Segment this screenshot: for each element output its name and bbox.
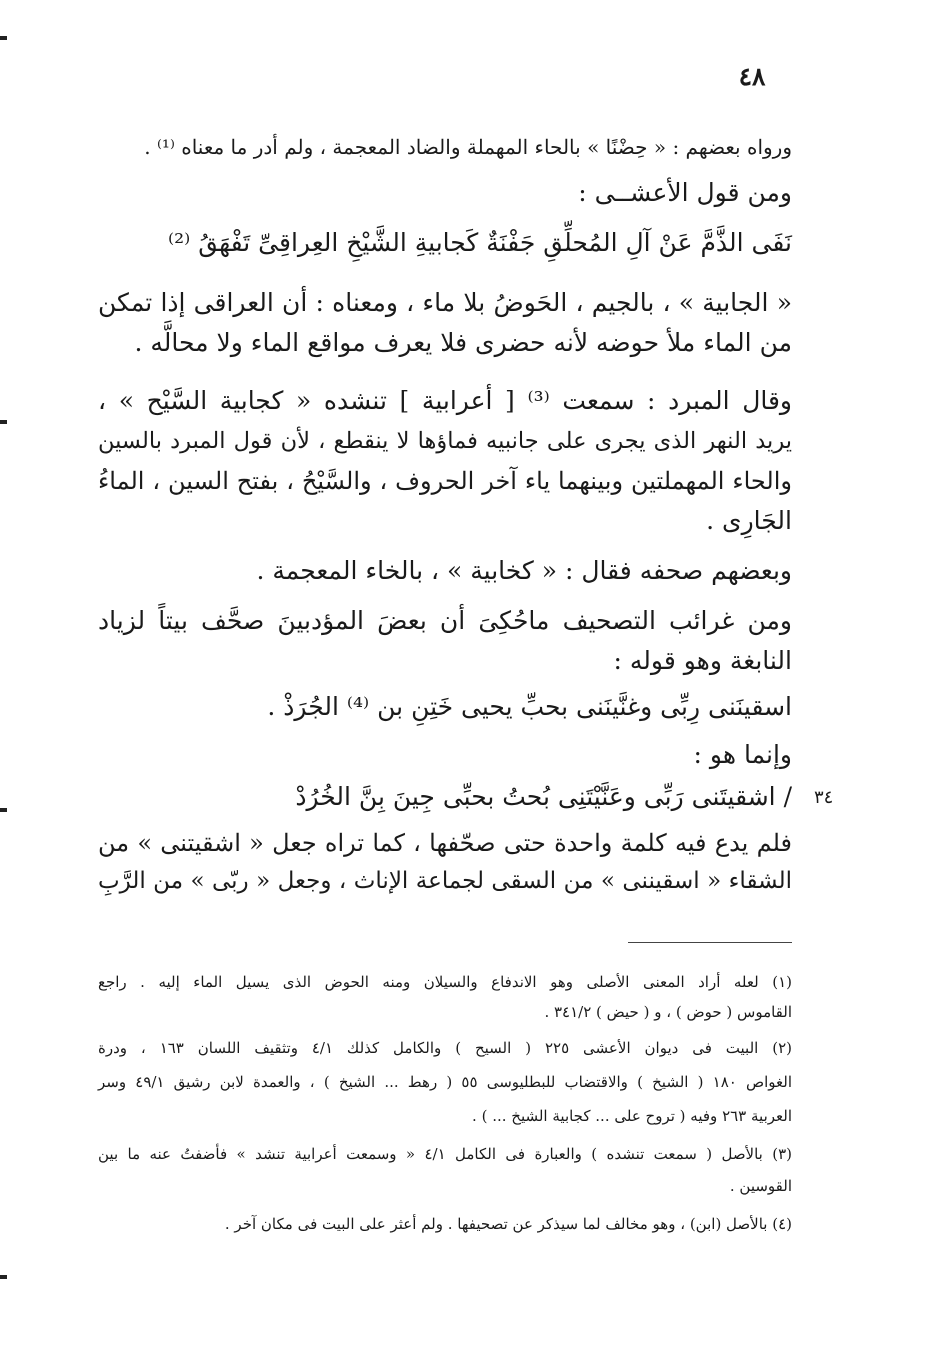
verse-line: اسقينَنى رِبِّى وغنَّينَنى بحبِّ يحيى خَتِنِ بن ⁽⁴⁾ الجُرَذْ . — [267, 692, 792, 721]
scan-edge-mark — [0, 1275, 7, 1279]
footnote-divider — [628, 942, 792, 943]
margin-reference-number: ٣٤ — [814, 787, 834, 808]
verse-line: نَفَى الذَّمَّ عَنْ آلِ المُحلِّقِ جَفْنَةٌ كَجابيةِ الشَّيْخِ العِراقِىِّ تَفْهَقُ ⁽²⁾ — [167, 228, 792, 257]
footnote-line: القوسين . — [729, 1177, 792, 1195]
text-line: الشقاء « اسقيننى » من السقى لجماعة الإناث ، وجعل « ربّى » من الرَّبِ — [98, 868, 792, 894]
text-line: الجَارِى . — [706, 506, 792, 535]
footnote-line: (١) لعله أراد المعنى الأصلى وهو الاندفاع والسيلان ومنه الحوض الذى يسيل الماء إليه . راجع — [98, 973, 792, 991]
footnote-line: (٢) البيت فى ديوان الأعشى ٢٢٥ ( السيح ) والكامل كذلك ٤/١ وتثقيف اللسان ١٦٣ ، ودرة — [98, 1039, 792, 1057]
scan-edge-mark — [0, 420, 7, 424]
text-line: وقال المبرد : سمعت ⁽³⁾ [ أعرابية ] تنشده « كجابية السَّيْح » ، — [98, 386, 792, 415]
scan-edge-mark — [0, 36, 7, 40]
footnote-line: الغواص ١٨٠ ( الشيخ ) والاقتضاب للبطليوسى ٥٥ ( رهط ... الشيخ ) ، والعمدة لابن رشيق ٤٩/١ وسر — [98, 1073, 793, 1091]
verse-line: / اشقيتَنى رَبِّى وعَنَّيْتَنِى بُحتُ بحبِّى جِينَ بِنَّ الخُرُدْ — [295, 782, 792, 811]
footnote-line: القاموس ( حوض ) ، و ( حيض ) ٣٤١/٢ . — [544, 1003, 792, 1021]
page-number: ٤٨ — [738, 62, 766, 91]
text-line: ورواه بعضهم : « حِضْنًا » بالحاء المهملة والضاد المعجمة ، ولم أدر ما معناه ⁽¹⁾ . — [144, 135, 792, 159]
text-line: « الجابية » ، بالجيم ، الحَوضُ بلا ماء ، ومعناه : أن العراقى إذا تمكن — [98, 288, 792, 317]
footnote-line: (٣) بالأصل ( سمعت تنشده ) والعبارة فى الكامل ٤/١ « وسمعت أعرابية تنشد » فأضفتُ عنه ما بين — [98, 1145, 793, 1163]
scan-edge-mark — [0, 808, 7, 812]
text-line: فلم يدع فيه كلمة واحدة حتى صحّفها ، كما تراه جعل « اشقيتنى » من — [98, 829, 792, 857]
text-line: يريد النهر الذى يجرى على جانبيه فماؤها لا ينقطع ، لأن قول المبرد بالسين — [98, 428, 792, 454]
text-line: ومن غرائب التصحيف ماحُكِىَ أن بعضَ المؤدبينَ صحَّف بيتاً لزياد — [98, 606, 792, 635]
footnote-line: العربية ٢٦٣ وفيه ( تروح على ... كجابية الشيخ ... ) . — [472, 1107, 792, 1125]
text-line: النابغة وهو قوله : — [613, 646, 792, 675]
text-line: والحاء المهملتين وبينهما ياء آخر الحروف ، والسَّيْحُ ، بفتح السين ، الماءُ — [98, 467, 792, 495]
text-line: من الماء ملأ حوضه لأنه حضرى فلا يعرف مواقع الماء ولا محالَّه . — [134, 328, 792, 357]
text-line: ومن قول الأعشــى : — [578, 178, 792, 207]
text-line: وبعضهم صحفه فقال : « كخابية » ، بالخاء المعجمة . — [256, 556, 792, 585]
footnote-line: (٤) بالأصل (ابن) ، وهو مخالف لما سيذكر عن تصحيفها . ولم أعثر على البيت فى مكان آخر . — [224, 1215, 792, 1233]
text-line: وإنما هو : — [693, 740, 792, 769]
